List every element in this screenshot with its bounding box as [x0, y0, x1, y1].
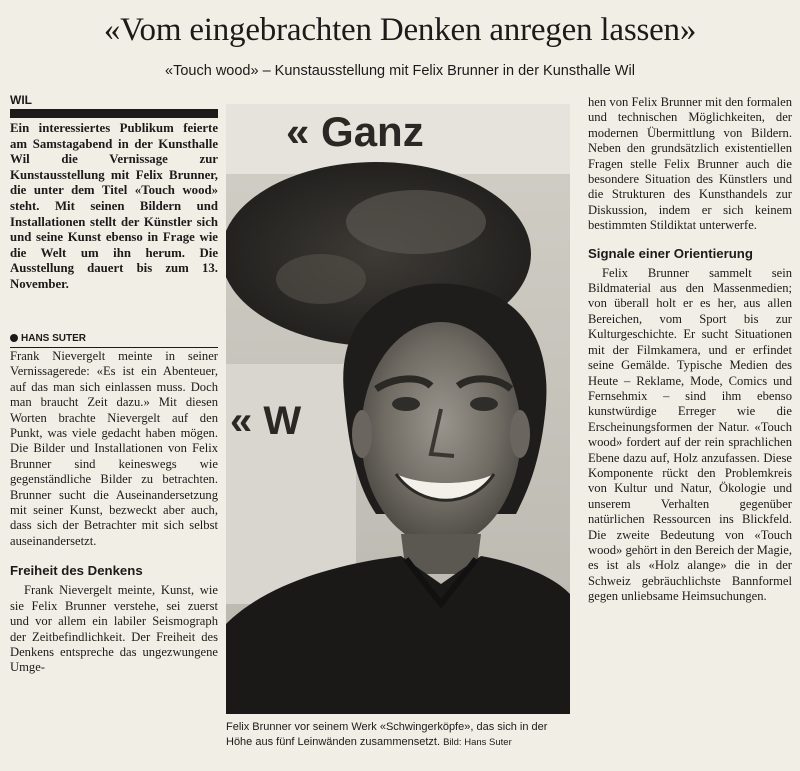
- caption-text: Felix Brunner vor seinem Werk «Schwingerköpfe», das sich in der Höhe aus fünf Leinwänden zusammensetzt.: [226, 721, 548, 748]
- subheadline: «Touch wood» – Kunstausstellung mit Felix Brunner in der Kunsthalle Wil: [165, 63, 635, 79]
- sign-text-bottom: « W: [230, 399, 302, 443]
- subtitle-signale: Signale einer Orientierung: [588, 245, 753, 261]
- bullet-icon: [10, 334, 18, 342]
- sign-text-top: « Ganz: [286, 108, 424, 155]
- subtitle-freiheit: Freiheit des Denkens: [10, 563, 143, 579]
- author-name: HANS SUTER: [21, 333, 87, 344]
- photo-caption: [226, 720, 570, 750]
- photo-illustration: [226, 104, 570, 714]
- author-rule: [10, 347, 218, 348]
- photo-credit: Bild: Hans Suter: [443, 736, 512, 748]
- body-paragraph: Felix Brunner sammelt sein Bildmaterial aus den Massenmedien; von überall holt er es her, aus allen Bereichen, vom Sport bis zur Kulturgeschichte. Er sucht Situationen mit der Filmkamera, und er erfindet seine Gemälde. Typische Medien des Heute – Reklame, Mode, Comics und Fernsehmix – sind ihm ebenso kunstwürdige Erreger wie die Erscheinungsformen der Natur. «Touch wood» fordert auf der rein sprachlichen Ebene dazu auf, Holz anzufassen. Diese Komponente rückt den Problemkreis von Kultur und Natur, Ökologie und unserem Verhalten gegenüber natürlichen Ressourcen ins Blickfeld. Die zweite Bedeutung von «Touch wood» gehört in den Bereich der Magie, es ist als «Holz alange» die in der Schweiz gebräuchlichste Bannformel gegen unliebsame Heimsuchungen.: [588, 265, 792, 604]
- headline: «Vom eingebrachten Denken anregen lassen»: [103, 12, 697, 48]
- lead-paragraph: Ein interessiertes Publikum feierte am Samstagabend in der Kunsthalle Wil die Vernissage zur Kunstausstellung mit Felix Brunner, die unter dem Titel «Touch wood» steht. Mit seinen Bildern und Installationen stellt der Künstler sich und seine Kunst ebenso in Frage wie die Welt um ihn herum. Die Ausstellung dauert bis zum 13. November.: [10, 121, 218, 291]
- column-right: [588, 95, 792, 605]
- dateline-bar: [10, 109, 218, 118]
- dateline: WIL: [10, 93, 32, 107]
- column-left: [10, 349, 218, 676]
- artist-photo: [226, 104, 570, 714]
- author-byline: [10, 333, 218, 345]
- body-paragraph: Frank Nievergelt meinte, Kunst, wie sie Felix Brunner verstehe, sei zuerst und vor allem ein labiler Seismograph der Zeitbefindlichkeit. Der Freiheit des Denkens entspreche das ungezwungene Umge-: [10, 583, 218, 675]
- body-paragraph: Frank Nievergelt meinte in seiner Vernissagerede: «Es ist ein Abenteuer, auf das man sich einlassen muss. Doch man braucht Zeit dazu.» Mit diesen Worten brachte Nievergelt auf den Punkt, was viele gedacht haben mögen. Die Bilder und Installationen von Felix Brunner sind keineswegs wie gegenständliche Bilder zu betrachten. Brunner sucht die Auseinandersetzung mit seiner Kunst, bezweckt aber auch, dass sich der Betrachter mit sich selbst auseinandersetzt.: [10, 349, 218, 548]
- body-paragraph: hen von Felix Brunner mit den formalen und technischen Möglichkeiten, der modernen Übermittlung von Bildern. Neben den grundsätzlich existentiellen Fragen stelle Felix Brunner auch die besondere Situation des Künstlers und die Strukturen des Kunsthandels zur Diskussion, indem er sich keinem bestimmten Stildiktat unterwerfe.: [588, 95, 792, 233]
